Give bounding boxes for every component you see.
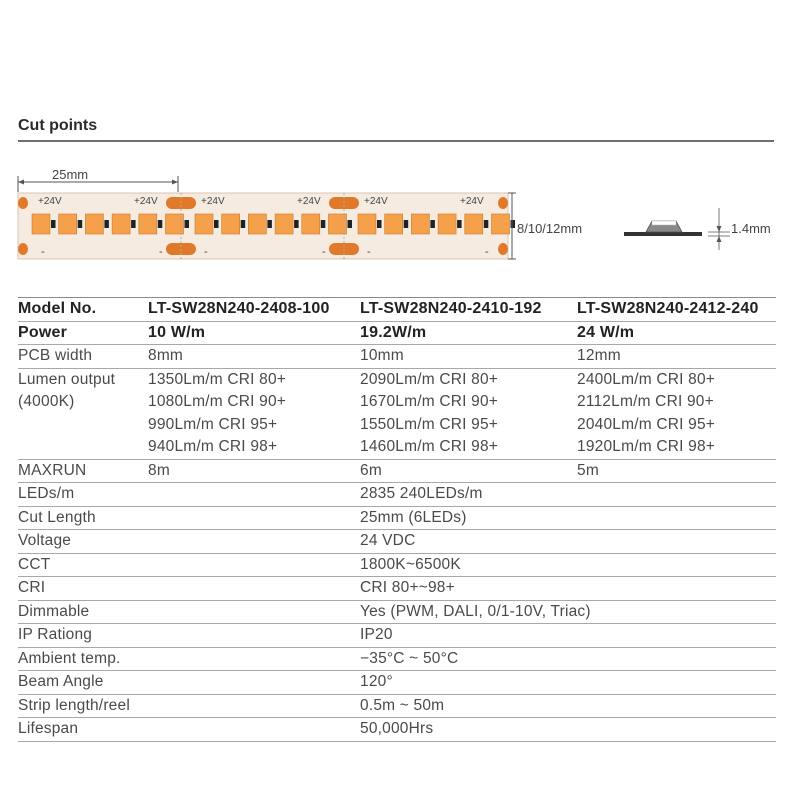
resistor bbox=[131, 220, 136, 228]
spec-value: 1800K~6500K bbox=[360, 555, 461, 573]
spec-empty bbox=[148, 483, 360, 507]
led-chip bbox=[492, 214, 510, 234]
lumen-label-line: (4000K) bbox=[18, 393, 75, 410]
spec-label: MAXRUN bbox=[18, 461, 87, 479]
cut-pad-negative bbox=[498, 243, 508, 255]
spec-value: 5m bbox=[577, 461, 599, 479]
negative-label: - bbox=[367, 246, 371, 258]
positive-label: +24V bbox=[297, 196, 321, 207]
spec-row bbox=[18, 671, 776, 695]
spec-empty bbox=[148, 600, 360, 624]
led-chip bbox=[358, 214, 376, 234]
spec-label: Ambient temp. bbox=[18, 649, 121, 667]
negative-label: - bbox=[159, 246, 163, 258]
led-chip bbox=[302, 214, 320, 234]
spec-row bbox=[18, 553, 776, 577]
led-chip bbox=[248, 214, 266, 234]
spec-label: Voltage bbox=[18, 532, 72, 549]
spec-value: 24 W/m bbox=[577, 323, 635, 341]
spec-row bbox=[18, 624, 776, 648]
spec-row bbox=[18, 459, 776, 483]
lumen-value-line: 1670Lm/m CRI 90+ bbox=[360, 393, 499, 410]
section-title: Cut points bbox=[18, 117, 98, 134]
spec-value bbox=[360, 368, 577, 459]
spec-table bbox=[18, 297, 776, 742]
lumen-label-line: Lumen output bbox=[18, 370, 116, 388]
lumen-value-line: 1080Lm/m CRI 90+ bbox=[148, 393, 287, 410]
led-chip bbox=[275, 214, 293, 234]
spec-header-row bbox=[18, 298, 776, 322]
led-chip bbox=[222, 214, 240, 234]
spec-empty bbox=[148, 671, 360, 695]
spec-empty bbox=[148, 553, 360, 577]
spec-row bbox=[18, 345, 776, 369]
resistor bbox=[430, 220, 435, 228]
title-divider bbox=[18, 140, 774, 142]
lumen-value-line: 940Lm/m CRI 98+ bbox=[148, 438, 278, 455]
spec-value: 10 W/m bbox=[148, 323, 206, 341]
spec-label: Dimmable bbox=[18, 602, 90, 620]
led-chip bbox=[195, 214, 213, 234]
spec-table-body bbox=[18, 298, 776, 742]
spec-value: 25mm (6LEDs) bbox=[360, 508, 467, 526]
spec-value: −35°C ~ 50°C bbox=[360, 649, 459, 667]
lumen-value-line: 1920Lm/m CRI 98+ bbox=[577, 438, 716, 455]
resistor bbox=[214, 220, 219, 228]
cut-length-dimension bbox=[18, 167, 178, 192]
led-chip bbox=[385, 214, 403, 234]
cut-pad-positive bbox=[498, 197, 508, 209]
spec-value: 120° bbox=[360, 673, 393, 690]
spec-value: 19.2W/m bbox=[360, 323, 427, 341]
spec-label: Cut Length bbox=[18, 508, 96, 526]
spec-label: CCT bbox=[18, 555, 51, 573]
spec-header-row bbox=[18, 321, 776, 345]
spec-label: Lifespan bbox=[18, 720, 79, 737]
spec-value: 10mm bbox=[360, 347, 404, 364]
spec-value: 0.5m ~ 50m bbox=[360, 696, 445, 714]
negative-label: - bbox=[204, 246, 208, 258]
led-chip bbox=[411, 214, 429, 234]
spec-label: Model No. bbox=[18, 300, 97, 317]
negative-label: - bbox=[322, 246, 326, 258]
spec-value bbox=[148, 368, 360, 459]
spec-label: IP Rationg bbox=[18, 626, 93, 643]
spec-row bbox=[18, 506, 776, 530]
resistor bbox=[51, 220, 56, 228]
spec-value: LT-SW28N240-2410-192 bbox=[360, 300, 542, 317]
thickness-label: 1.4mm bbox=[731, 221, 771, 236]
led-chip bbox=[59, 214, 77, 234]
width-dimension bbox=[508, 193, 582, 259]
positive-label: +24V bbox=[134, 196, 158, 207]
cut-pad-positive bbox=[18, 197, 28, 209]
spec-empty bbox=[148, 506, 360, 530]
lumen-value-line: 2040Lm/m CRI 95+ bbox=[577, 415, 716, 433]
led-chip bbox=[85, 214, 103, 234]
cut-pad-negative bbox=[18, 243, 28, 255]
spec-value: 2835 240LEDs/m bbox=[360, 485, 483, 502]
spec-label: Beam Angle bbox=[18, 673, 104, 690]
spec-value: IP20 bbox=[360, 626, 393, 643]
resistor bbox=[457, 220, 462, 228]
negative-label: - bbox=[41, 246, 45, 258]
negative-label: - bbox=[485, 246, 489, 258]
spec-empty bbox=[148, 647, 360, 671]
led-chip bbox=[465, 214, 483, 234]
spec-value: Yes (PWM, DALI, 0/1-10V, Triac) bbox=[360, 602, 591, 620]
led-chip bbox=[438, 214, 456, 234]
lumen-value-line: 1550Lm/m CRI 95+ bbox=[360, 415, 499, 433]
spec-label: LEDs/m bbox=[18, 485, 75, 502]
spec-label: Power bbox=[18, 323, 68, 341]
lumen-value-line: 2112Lm/m CRI 90+ bbox=[577, 393, 714, 410]
cut-length-label: 25mm bbox=[52, 167, 89, 182]
spec-value: LT-SW28N240-2412-240 bbox=[577, 300, 759, 317]
spec-row bbox=[18, 718, 776, 742]
spec-value: 24 VDC bbox=[360, 532, 416, 549]
positive-label: +24V bbox=[38, 196, 62, 207]
resistor bbox=[241, 220, 246, 228]
led-chip bbox=[32, 214, 50, 234]
led-chip bbox=[139, 214, 157, 234]
spec-value: 6m bbox=[360, 461, 382, 479]
resistor bbox=[321, 220, 326, 228]
width-label: 8/10/12mm bbox=[517, 221, 583, 236]
resistor bbox=[511, 220, 516, 228]
spec-label: PCB width bbox=[18, 347, 93, 364]
spec-value: CRI 80+~98+ bbox=[360, 579, 455, 596]
resistor bbox=[185, 220, 190, 228]
lumen-value-line: 2400Lm/m CRI 80+ bbox=[577, 370, 716, 388]
spec-row bbox=[18, 483, 776, 507]
spec-row-lumen bbox=[18, 368, 776, 459]
spec-value: 8m bbox=[148, 461, 170, 479]
lumen-value-line: 1350Lm/m CRI 80+ bbox=[148, 370, 287, 388]
spec-empty bbox=[148, 577, 360, 601]
resistor bbox=[377, 220, 382, 228]
spec-value: 50,000Hrs bbox=[360, 720, 434, 737]
resistor bbox=[158, 220, 163, 228]
spec-value: LT-SW28N240-2408-100 bbox=[148, 300, 330, 317]
spec-value bbox=[577, 368, 776, 459]
spec-row bbox=[18, 530, 776, 554]
lumen-value-line: 990Lm/m CRI 95+ bbox=[148, 415, 278, 433]
resistor bbox=[104, 220, 109, 228]
positive-label: +24V bbox=[364, 196, 388, 207]
spec-label bbox=[18, 368, 148, 459]
spec-row bbox=[18, 647, 776, 671]
resistor bbox=[78, 220, 83, 228]
positive-label: +24V bbox=[460, 196, 484, 207]
spec-empty bbox=[148, 530, 360, 554]
positive-label: +24V bbox=[201, 196, 225, 207]
spec-row bbox=[18, 600, 776, 624]
spec-label: Strip length/reel bbox=[18, 696, 130, 714]
spec-empty bbox=[148, 694, 360, 718]
resistor bbox=[404, 220, 409, 228]
spec-empty bbox=[148, 718, 360, 742]
strip-profile bbox=[624, 208, 771, 250]
led-chip bbox=[112, 214, 130, 234]
spec-row bbox=[18, 577, 776, 601]
spec-label: CRI bbox=[18, 579, 46, 596]
lumen-value-line: 1460Lm/m CRI 98+ bbox=[360, 438, 499, 455]
spec-value: 12mm bbox=[577, 347, 621, 364]
lumen-value-line: 2090Lm/m CRI 80+ bbox=[360, 370, 499, 388]
resistor bbox=[348, 220, 353, 228]
spec-row bbox=[18, 694, 776, 718]
cut-points-diagram bbox=[0, 160, 800, 270]
resistor bbox=[484, 220, 489, 228]
resistor bbox=[267, 220, 272, 228]
spec-empty bbox=[148, 624, 360, 648]
resistor bbox=[294, 220, 299, 228]
spec-value: 8mm bbox=[148, 347, 184, 364]
